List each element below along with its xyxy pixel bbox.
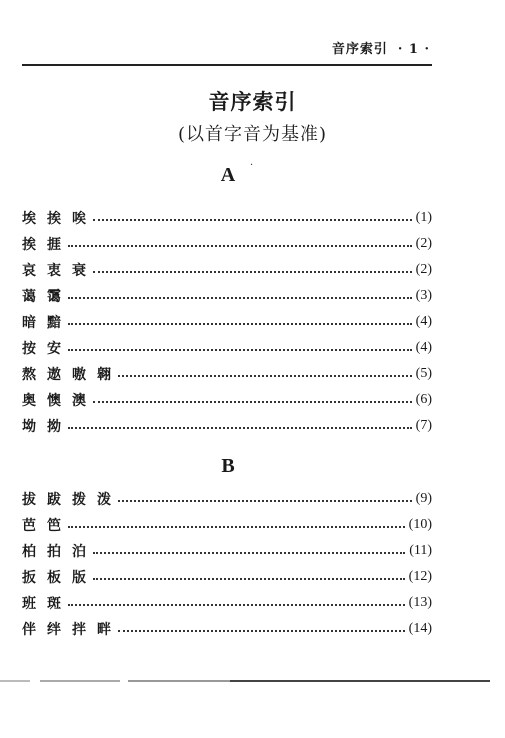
entry-character: 板 (47, 570, 61, 586)
entry-character: 笆 (47, 518, 61, 534)
entry-page-number: (5) (415, 366, 432, 381)
index-entry (22, 590, 432, 616)
entry-characters (22, 286, 64, 306)
entry-page-number: (12) (408, 569, 432, 584)
entry-characters (22, 515, 64, 535)
index-entry (22, 361, 432, 387)
entry-characters (22, 489, 114, 509)
entry-characters (22, 234, 64, 254)
section-a-entries (22, 205, 432, 439)
entry-character: 挨 (47, 211, 61, 227)
index-entry (22, 512, 432, 538)
entry-characters (22, 312, 64, 332)
entry-page-number: (2) (415, 262, 432, 277)
entry-character: 斑 (47, 596, 61, 612)
entry-character: 扳 (22, 570, 36, 586)
header-rule (22, 64, 432, 66)
entry-page-number: (9) (415, 491, 432, 506)
dot-leader (68, 323, 412, 325)
dot-leader (118, 630, 405, 632)
entry-characters (22, 208, 89, 228)
entry-page-number: (1) (415, 210, 432, 225)
dot-leader (68, 526, 405, 528)
entry-page-number: (10) (408, 517, 432, 532)
entry-character: 奥 (22, 393, 36, 409)
index-entry (22, 616, 432, 642)
entry-character: 泊 (72, 544, 86, 560)
entry-page-number: (13) (408, 595, 432, 610)
entry-character: 跋 (47, 492, 61, 508)
index-entry (22, 231, 432, 257)
entry-character: 衰 (72, 263, 86, 279)
entry-character: 泼 (97, 492, 111, 508)
entry-character: 黯 (47, 315, 61, 331)
entry-character: 捱 (47, 237, 61, 253)
entry-character: 暗 (22, 315, 36, 331)
entry-page-number: (2) (415, 236, 432, 251)
dot-leader (93, 552, 405, 554)
entry-character: 懊 (47, 393, 61, 409)
entry-character: 芭 (22, 518, 36, 534)
dot-leader (68, 297, 412, 299)
index-entry (22, 309, 432, 335)
entry-characters (22, 416, 64, 436)
dot-leader (93, 219, 412, 221)
entry-character: 安 (47, 341, 61, 357)
index-entry (22, 413, 432, 439)
entry-characters (22, 260, 89, 280)
dot-leader (68, 245, 412, 247)
dot-leader (93, 401, 412, 403)
entry-character: 拨 (72, 492, 86, 508)
entry-page-number: (4) (415, 314, 432, 329)
entry-page-number: (14) (408, 621, 432, 636)
dot-leader (118, 500, 412, 502)
index-entry (22, 205, 432, 231)
index-entry (22, 486, 432, 512)
entry-character: 熬 (22, 367, 36, 383)
entry-character: 蔼 (22, 289, 36, 305)
section-letter-b: B (221, 455, 235, 477)
dot-leader (93, 578, 405, 580)
entry-character: 嗷 (72, 367, 86, 383)
entry-character: 拗 (47, 419, 61, 435)
entry-page-number: (4) (415, 340, 432, 355)
entry-character: 版 (72, 570, 86, 586)
page-number: · 1 · (397, 42, 430, 57)
index-entry (22, 283, 432, 309)
page-subtitle: (以首字音为基准) (177, 124, 328, 145)
index-entry (22, 335, 432, 361)
entry-characters (22, 567, 89, 587)
entry-character: 霭 (47, 289, 61, 305)
dot-leader (118, 375, 412, 377)
entry-character: 衷 (47, 263, 61, 279)
entry-character: 哀 (22, 263, 36, 279)
entry-character: 畔 (97, 622, 111, 638)
entry-characters (22, 541, 89, 561)
entry-character: 拔 (22, 492, 36, 508)
entry-character: 翱 (97, 367, 111, 383)
entry-character: 拍 (47, 544, 61, 560)
entry-character: 澳 (72, 393, 86, 409)
running-header-title: 音序索引 (331, 42, 388, 57)
entry-characters (22, 619, 114, 639)
entry-page-number: (7) (415, 418, 432, 433)
entry-character: 坳 (22, 419, 36, 435)
index-entry (22, 538, 432, 564)
section-b-entries (22, 486, 432, 642)
entry-page-number: (11) (409, 543, 432, 558)
footer-rule (0, 680, 490, 682)
section-letter-a: A (220, 164, 236, 186)
entry-characters (22, 390, 89, 410)
entry-characters (22, 338, 64, 358)
print-speck: · (250, 160, 254, 171)
entry-character: 拌 (72, 622, 86, 638)
dot-leader (68, 349, 412, 351)
index-entry (22, 257, 432, 283)
dot-leader (68, 427, 412, 429)
dot-leader (68, 604, 405, 606)
entry-character: 按 (22, 341, 36, 357)
entry-character: 唉 (72, 211, 86, 227)
entry-characters (22, 593, 64, 613)
entry-character: 柏 (22, 544, 36, 560)
page-title: 音序索引 (208, 90, 297, 114)
running-header (0, 38, 430, 57)
dot-leader (93, 271, 412, 273)
entry-character: 埃 (22, 211, 36, 227)
entry-character: 班 (22, 596, 36, 612)
entry-characters (22, 364, 114, 384)
index-entry (22, 564, 432, 590)
entry-character: 绊 (47, 622, 61, 638)
entry-character: 挨 (22, 237, 36, 253)
entry-page-number: (3) (415, 288, 432, 303)
entry-character: 遨 (47, 367, 61, 383)
entry-character: 伴 (22, 622, 36, 638)
index-entry (22, 387, 432, 413)
entry-page-number: (6) (415, 392, 432, 407)
